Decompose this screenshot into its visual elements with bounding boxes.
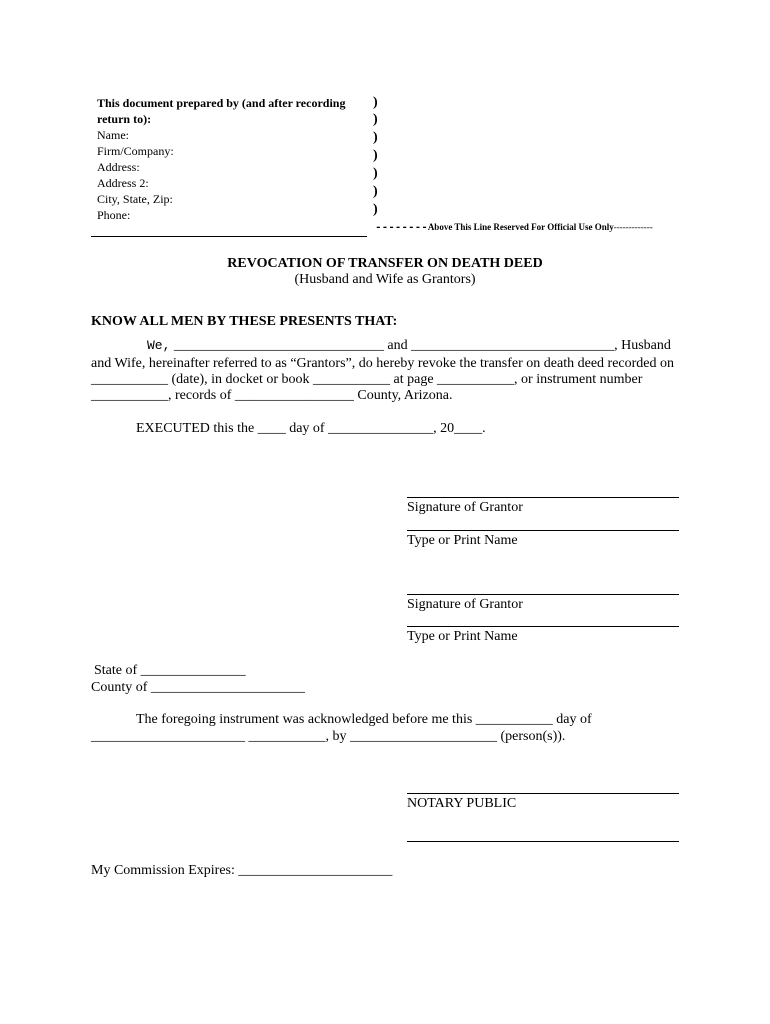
paragraph-line-1-rest: ______________________________ and _____________________________, Husband	[170, 338, 671, 353]
field-address-2: Address 2:	[97, 176, 149, 190]
bracket-paren: )	[373, 95, 378, 110]
acknowledgment-line-2: ______________________ ___________, by _____________________ (person(s)).	[91, 729, 566, 744]
paragraph-line-4: ___________, records of _________________ County, Arizona.	[91, 388, 453, 403]
header-rule	[91, 236, 367, 237]
bracket-paren: )	[373, 148, 378, 163]
grantor-1-signature-label: Signature of Grantor	[407, 500, 523, 515]
field-firm-company: Firm/Company:	[97, 144, 174, 158]
field-name: Name:	[97, 128, 129, 142]
venue-county: County of ______________________	[91, 680, 305, 695]
grantor-2-name-label: Type or Print Name	[407, 629, 518, 644]
document-subtitle: (Husband and Wife as Grantors)	[294, 272, 476, 287]
grantor-2-name-rule	[407, 626, 679, 627]
grantor-2-signature-rule	[407, 594, 679, 595]
notary-name-rule	[407, 841, 679, 842]
grantor-1-name-rule	[407, 530, 679, 531]
grantor-1-signature-rule	[407, 497, 679, 498]
paragraph-line-2: and Wife, hereinafter referred to as “Grantors”, do hereby revoke the transfer on death deed recorded on	[91, 356, 675, 371]
bracket-paren: )	[373, 130, 378, 145]
reserved-dashes-lead: --------	[375, 222, 428, 234]
executed-line: EXECUTED this the ____ day of _______________, 20____.	[136, 421, 486, 436]
reserved-text: Above This Line Reserved For Official Use Only	[427, 222, 614, 232]
acknowledgment-line-1: The foregoing instrument was acknowledged before me this ___________ day of	[136, 712, 592, 727]
prepared-by-line-2: return to):	[97, 112, 152, 126]
paragraph-line-1	[147, 337, 671, 354]
grantor-1-name-label: Type or Print Name	[407, 533, 518, 548]
commission-expires-line: My Commission Expires: ______________________	[91, 863, 393, 878]
bracket-paren: )	[373, 184, 378, 199]
notary-signature-rule	[407, 793, 679, 794]
official-use-reserved-line	[375, 222, 653, 234]
grantor-2-signature-label: Signature of Grantor	[407, 597, 523, 612]
venue-state: State of _______________	[94, 663, 246, 678]
field-city-state-zip: City, State, Zip:	[97, 192, 173, 206]
bracket-paren: )	[373, 202, 378, 217]
field-phone: Phone:	[97, 208, 131, 222]
prepared-by-line-1: This document prepared by (and after recording	[97, 96, 346, 110]
document-title: REVOCATION OF TRANSFER ON DEATH DEED	[227, 256, 543, 271]
paragraph-line-3: ___________ (date), in docket or book ___________ at page ___________, or instrument number	[91, 372, 643, 387]
field-address: Address:	[97, 160, 140, 174]
we-word: We,	[147, 338, 171, 353]
reserved-dashes-tail: -------------	[613, 222, 653, 232]
know-all-men-heading: KNOW ALL MEN BY THESE PRESENTS THAT:	[91, 314, 398, 329]
bracket-paren: )	[373, 112, 378, 127]
notary-public-label: NOTARY PUBLIC	[407, 796, 517, 811]
bracket-paren: )	[373, 166, 378, 181]
